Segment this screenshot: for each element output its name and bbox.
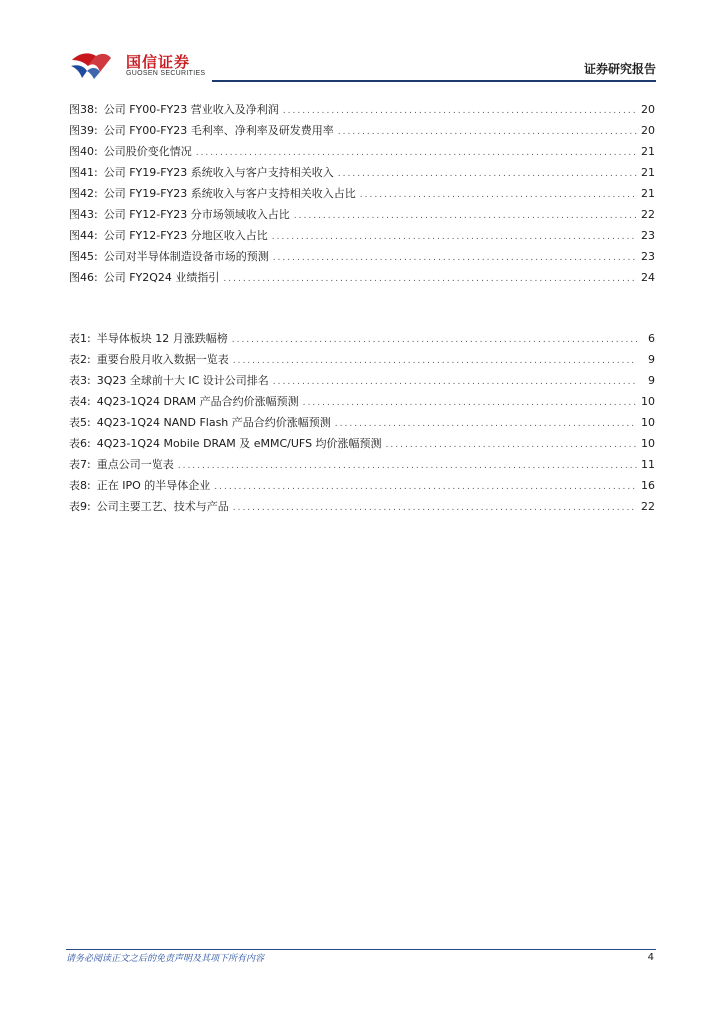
toc-page-number: 16 (641, 479, 655, 492)
toc-leader-dots (214, 482, 637, 492)
toc-label: 图43: (69, 208, 98, 221)
toc-label: 图40: (69, 145, 98, 158)
page-number: 4 (647, 952, 654, 963)
toc-leader-dots (272, 232, 637, 242)
toc-page-number: 10 (641, 437, 655, 450)
toc-title: 半导体板块 12 月涨跌幅榜 (96, 332, 228, 345)
toc-leader-dots (232, 335, 637, 345)
toc-leader-dots (223, 274, 637, 284)
toc-label: 表2: (69, 353, 91, 366)
toc-row-table[interactable] (69, 372, 655, 393)
toc-label: 表9: (69, 500, 91, 513)
toc-row-table[interactable] (69, 351, 655, 372)
toc-leader-dots (233, 503, 637, 513)
toc-page-number: 21 (641, 166, 655, 179)
toc-title: 公司 FY00-FY23 营业收入及净利润 (103, 103, 279, 116)
toc-leader-dots (294, 211, 637, 221)
toc-leader-dots (233, 356, 637, 366)
toc-page-number: 23 (641, 229, 655, 242)
toc-leader-dots (283, 106, 637, 116)
toc-leader-dots (338, 127, 637, 137)
toc-row-table[interactable] (69, 414, 655, 435)
toc-page-number: 10 (641, 395, 655, 408)
toc-row-table[interactable] (69, 435, 655, 456)
footer-disclaimer: 请务必阅读正文之后的免责声明及其项下所有内容 (66, 954, 265, 964)
toc-row-figure[interactable] (69, 101, 655, 122)
toc-page-number: 10 (641, 416, 655, 429)
toc-page-number: 6 (648, 332, 655, 345)
toc-page-number: 21 (641, 187, 655, 200)
toc-leader-dots (338, 169, 637, 179)
toc-label: 表1: (69, 332, 91, 345)
toc-page-number: 23 (641, 250, 655, 263)
toc-title: 公司 FY19-FY23 系统收入与客户支持相关收入占比 (103, 187, 356, 200)
toc-row-figure[interactable] (69, 185, 655, 206)
toc-label: 表5: (69, 416, 91, 429)
toc-leader-dots (335, 419, 637, 429)
toc-title: 4Q23-1Q24 DRAM 产品合约价涨幅预测 (96, 395, 299, 408)
toc-label: 图46: (69, 271, 98, 284)
toc-row-figure[interactable] (69, 269, 655, 290)
toc-title: 3Q23 全球前十大 IC 设计公司排名 (96, 374, 269, 387)
toc-page-number: 11 (641, 458, 655, 471)
toc-label: 图44: (69, 229, 98, 242)
logo-text-cn: 国信证券 (126, 53, 191, 71)
toc-title: 公司 FY00-FY23 毛利率、净利率及研发费用率 (103, 124, 334, 137)
toc-title: 公司股价变化情况 (103, 145, 192, 158)
table-list (69, 330, 655, 519)
toc-page-number: 22 (641, 208, 655, 221)
toc-label: 表3: (69, 374, 91, 387)
toc-title: 公司 FY12-FY23 分市场领域收入占比 (103, 208, 290, 221)
toc-title: 4Q23-1Q24 Mobile DRAM 及 eMMC/UFS 均价涨幅预测 (96, 437, 382, 450)
toc-row-figure[interactable] (69, 122, 655, 143)
toc-row-table[interactable] (69, 330, 655, 351)
toc-title: 公司 FY12-FY23 分地区收入占比 (103, 229, 268, 242)
toc-leader-dots (303, 398, 637, 408)
page-header (0, 0, 724, 90)
toc-row-figure[interactable] (69, 227, 655, 248)
toc-label: 图39: (69, 124, 98, 137)
footer-divider (66, 949, 656, 950)
toc-title: 公司主要工艺、技术与产品 (96, 500, 229, 513)
toc-label: 表7: (69, 458, 91, 471)
toc-title: 公司 FY19-FY23 系统收入与客户支持相关收入 (103, 166, 334, 179)
toc-row-figure[interactable] (69, 206, 655, 227)
toc-row-figure[interactable] (69, 248, 655, 269)
toc-row-figure[interactable] (69, 143, 655, 164)
toc-title: 重要台股月收入数据一览表 (96, 353, 229, 366)
toc-title: 重点公司一览表 (96, 458, 174, 471)
toc-title: 公司对半导体制造设备市场的预测 (103, 250, 269, 263)
toc-leader-dots (273, 377, 637, 387)
toc-page-number: 22 (641, 500, 655, 513)
toc-leader-dots (273, 253, 637, 263)
toc-page-number: 21 (641, 145, 655, 158)
toc-page-number: 9 (648, 353, 655, 366)
toc-row-table[interactable] (69, 477, 655, 498)
toc-page-number: 20 (641, 124, 655, 137)
toc-label: 图41: (69, 166, 98, 179)
toc-title: 正在 IPO 的半导体企业 (96, 479, 211, 492)
toc-label: 图45: (69, 250, 98, 263)
toc-leader-dots (386, 440, 637, 450)
toc-label: 图38: (69, 103, 98, 116)
toc-leader-dots (360, 190, 637, 200)
toc-title: 4Q23-1Q24 NAND Flash 产品合约价涨幅预测 (96, 416, 331, 429)
toc-leader-dots (196, 148, 637, 158)
figure-list (69, 101, 655, 290)
toc-page-number: 24 (641, 271, 655, 284)
toc-label: 图42: (69, 187, 98, 200)
toc-label: 表4: (69, 395, 91, 408)
guosen-logo-icon (70, 50, 112, 80)
logo-text-en: GUOSEN SECURITIES (126, 70, 206, 77)
report-type-label: 证券研究报告 (583, 62, 656, 76)
toc-row-table[interactable] (69, 456, 655, 477)
toc-row-figure[interactable] (69, 164, 655, 185)
toc-title: 公司 FY2Q24 业绩指引 (103, 271, 220, 284)
toc-page-number: 20 (641, 103, 655, 116)
toc-leader-dots (178, 461, 637, 471)
guosen-logo (70, 50, 210, 84)
toc-label: 表8: (69, 479, 91, 492)
toc-page-number: 9 (648, 374, 655, 387)
toc-row-table[interactable] (69, 393, 655, 414)
toc-row-table[interactable] (69, 498, 655, 519)
header-divider (212, 80, 656, 82)
toc-label: 表6: (69, 437, 91, 450)
